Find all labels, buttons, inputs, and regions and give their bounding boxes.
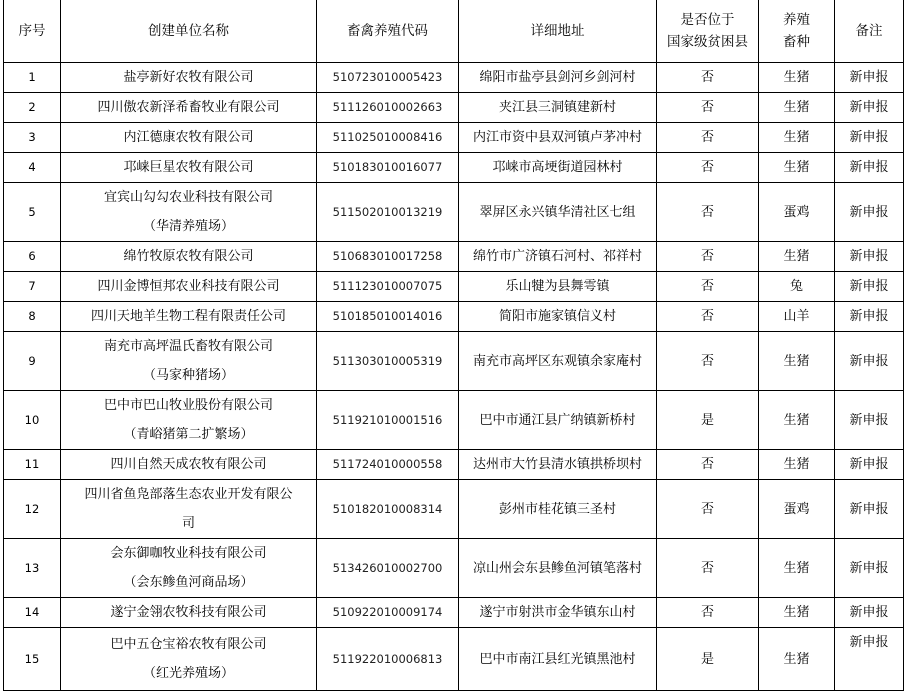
- table-row: [4, 242, 904, 272]
- index-cell: 5: [4, 183, 61, 242]
- poverty-county-cell: 否: [657, 93, 759, 123]
- note-cell: 新申报: [835, 153, 904, 183]
- poverty-county-cell: 否: [657, 598, 759, 628]
- code-cell: 511126010002663: [317, 93, 459, 123]
- index-cell: 13: [4, 539, 61, 598]
- livestock-farm-table: [3, 0, 904, 691]
- poverty-county-cell: 否: [657, 63, 759, 93]
- table-row: [4, 480, 904, 539]
- note-cell: 新申报: [835, 628, 904, 691]
- unit-name-cell: [61, 93, 317, 123]
- name-line: （青峪猪第二扩繁场）: [123, 427, 254, 442]
- unit-name-cell: [61, 450, 317, 480]
- header-line: 养殖: [783, 12, 810, 28]
- name-line: 盐亭新好农牧有限公司: [123, 70, 254, 85]
- code-cell: 510185010014016: [317, 302, 459, 332]
- code-cell: 511025010008416: [317, 123, 459, 153]
- header-index: 序号: [4, 0, 61, 63]
- unit-name-cell: [61, 302, 317, 332]
- poverty-county-cell: 否: [657, 123, 759, 153]
- note-cell: 新申报: [835, 123, 904, 153]
- address-cell: 绵竹市广济镇石河村、祁祥村: [459, 242, 657, 272]
- unit-name-cell: [61, 272, 317, 302]
- index-cell: 7: [4, 272, 61, 302]
- species-cell: 山羊: [759, 302, 835, 332]
- address-cell: 翠屏区永兴镇华清社区七组: [459, 183, 657, 242]
- name-line: 司: [181, 516, 195, 531]
- note-cell: 新申报: [835, 63, 904, 93]
- table-row: [4, 302, 904, 332]
- code-cell: 511303010005319: [317, 332, 459, 391]
- index-cell: 14: [4, 598, 61, 628]
- table-row: [4, 123, 904, 153]
- address-cell: 内江市资中县双河镇卢茅冲村: [459, 123, 657, 153]
- name-line: 四川天地羊生物工程有限责任公司: [90, 309, 286, 324]
- address-cell: 简阳市施家镇信义村: [459, 302, 657, 332]
- name-line: 四川金博恒邦农业科技有限公司: [97, 279, 280, 294]
- poverty-county-cell: 否: [657, 153, 759, 183]
- species-cell: 生猪: [759, 628, 835, 691]
- species-cell: 生猪: [759, 63, 835, 93]
- note-cell: 新申报: [835, 480, 904, 539]
- code-cell: 510922010009174: [317, 598, 459, 628]
- note-cell: 新申报: [835, 302, 904, 332]
- poverty-county-cell: 否: [657, 332, 759, 391]
- poverty-county-cell: 否: [657, 272, 759, 302]
- index-cell: 4: [4, 153, 61, 183]
- unit-name-cell: [61, 391, 317, 450]
- poverty-county-cell: 是: [657, 391, 759, 450]
- unit-name-cell: [61, 153, 317, 183]
- address-cell: 达州市大竹县清水镇拱桥坝村: [459, 450, 657, 480]
- poverty-county-cell: 否: [657, 480, 759, 539]
- species-cell: 生猪: [759, 153, 835, 183]
- address-cell: 邛崃市高埂街道园林村: [459, 153, 657, 183]
- poverty-county-cell: 否: [657, 539, 759, 598]
- code-cell: 511921010001516: [317, 391, 459, 450]
- note-cell: 新申报: [835, 183, 904, 242]
- species-cell: 生猪: [759, 93, 835, 123]
- unit-name-cell: [61, 598, 317, 628]
- species-cell: 生猪: [759, 539, 835, 598]
- code-cell: 511724010000558: [317, 450, 459, 480]
- table-row: [4, 93, 904, 123]
- index-cell: 1: [4, 63, 61, 93]
- table-row: [4, 598, 904, 628]
- code-cell: 511502010013219: [317, 183, 459, 242]
- header-note: 备注: [835, 0, 904, 63]
- species-cell: 生猪: [759, 332, 835, 391]
- species-cell: 生猪: [759, 598, 835, 628]
- name-line: 南充市高坪温氏畜牧有限公司: [103, 339, 273, 354]
- species-cell: 生猪: [759, 450, 835, 480]
- code-cell: 510183010016077: [317, 153, 459, 183]
- index-cell: 8: [4, 302, 61, 332]
- name-line: （红光养殖场）: [142, 666, 234, 681]
- note-cell: 新申报: [835, 450, 904, 480]
- name-line: （华清养殖场）: [142, 219, 234, 234]
- poverty-county-cell: 是: [657, 628, 759, 691]
- index-cell: 15: [4, 628, 61, 691]
- index-cell: 3: [4, 123, 61, 153]
- table-row: [4, 272, 904, 302]
- name-line: 四川自然天成农牧有限公司: [110, 457, 267, 472]
- note-cell: 新申报: [835, 272, 904, 302]
- name-line: 巴中市巴山牧业股份有限公司: [103, 398, 273, 413]
- header-species: [759, 0, 835, 63]
- species-cell: 蛋鸡: [759, 183, 835, 242]
- name-line: 四川傲农新泽希畜牧业有限公司: [97, 100, 280, 115]
- unit-name-cell: [61, 242, 317, 272]
- table-body: [4, 63, 904, 691]
- note-cell: 新申报: [835, 332, 904, 391]
- index-cell: 6: [4, 242, 61, 272]
- address-cell: 绵阳市盐亭县剑河乡剑河村: [459, 63, 657, 93]
- index-cell: 10: [4, 391, 61, 450]
- code-cell: 511123010007075: [317, 272, 459, 302]
- note-cell: 新申报: [835, 242, 904, 272]
- header-row: [4, 0, 904, 63]
- address-cell: 乐山犍为县舞雩镇: [459, 272, 657, 302]
- unit-name-cell: [61, 539, 317, 598]
- header-address: 详细地址: [459, 0, 657, 63]
- header-unit-name: 创建单位名称: [61, 0, 317, 63]
- header-poverty-county: [657, 0, 759, 63]
- species-cell: 生猪: [759, 123, 835, 153]
- header-code: 畜禽养殖代码: [317, 0, 459, 63]
- index-cell: 9: [4, 332, 61, 391]
- name-line: 巴中五仓宝裕农牧有限公司: [110, 637, 267, 652]
- address-cell: 凉山州会东县鲹鱼河镇笔落村: [459, 539, 657, 598]
- code-cell: 510683010017258: [317, 242, 459, 272]
- species-cell: 兔: [759, 272, 835, 302]
- table-row: [4, 183, 904, 242]
- address-cell: 巴中市通江县广纳镇新桥村: [459, 391, 657, 450]
- unit-name-cell: [61, 63, 317, 93]
- table-row: [4, 539, 904, 598]
- address-cell: 巴中市南江县红光镇黑池村: [459, 628, 657, 691]
- poverty-county-cell: 否: [657, 302, 759, 332]
- header-line: 是否位于: [680, 12, 735, 28]
- code-cell: 510182010008314: [317, 480, 459, 539]
- table-row: [4, 153, 904, 183]
- table-row: [4, 332, 904, 391]
- poverty-county-cell: 否: [657, 183, 759, 242]
- species-cell: 生猪: [759, 242, 835, 272]
- index-cell: 12: [4, 480, 61, 539]
- poverty-county-cell: 否: [657, 242, 759, 272]
- species-cell: 生猪: [759, 391, 835, 450]
- code-cell: 511922010006813: [317, 628, 459, 691]
- note-cell: 新申报: [835, 598, 904, 628]
- index-cell: 11: [4, 450, 61, 480]
- table-row: [4, 391, 904, 450]
- unit-name-cell: [61, 628, 317, 691]
- poverty-county-cell: 否: [657, 450, 759, 480]
- name-line: （会东鲹鱼河商品场）: [123, 575, 254, 590]
- header-line: 畜种: [783, 34, 810, 50]
- name-line: 宜宾山勾勾农业科技有限公司: [103, 190, 273, 205]
- name-line: 会东御咖牧业科技有限公司: [110, 546, 267, 561]
- name-line: （马家种猪场）: [142, 368, 234, 383]
- name-line: 内江德康农牧有限公司: [123, 130, 254, 145]
- table-row: [4, 628, 904, 691]
- note-cell: 新申报: [835, 539, 904, 598]
- index-cell: 2: [4, 93, 61, 123]
- code-cell: 513426010002700: [317, 539, 459, 598]
- name-line: 四川省鱼凫部落生态农业开发有限公: [84, 487, 293, 502]
- address-cell: 南充市高坪区东观镇余家庵村: [459, 332, 657, 391]
- unit-name-cell: [61, 183, 317, 242]
- note-cell: 新申报: [835, 93, 904, 123]
- unit-name-cell: [61, 480, 317, 539]
- name-line: 绵竹牧原农牧有限公司: [123, 249, 254, 264]
- table-row: [4, 63, 904, 93]
- address-cell: 夹江县三洞镇建新村: [459, 93, 657, 123]
- species-cell: 蛋鸡: [759, 480, 835, 539]
- header-line: 国家级贫困县: [667, 34, 748, 50]
- name-line: 邛崃巨星农牧有限公司: [123, 160, 254, 175]
- unit-name-cell: [61, 332, 317, 391]
- code-cell: 510723010005423: [317, 63, 459, 93]
- table-row: [4, 450, 904, 480]
- address-cell: 彭州市桂花镇三圣村: [459, 480, 657, 539]
- note-cell: 新申报: [835, 391, 904, 450]
- name-line: 遂宁金翎农牧科技有限公司: [110, 605, 267, 620]
- unit-name-cell: [61, 123, 317, 153]
- address-cell: 遂宁市射洪市金华镇东山村: [459, 598, 657, 628]
